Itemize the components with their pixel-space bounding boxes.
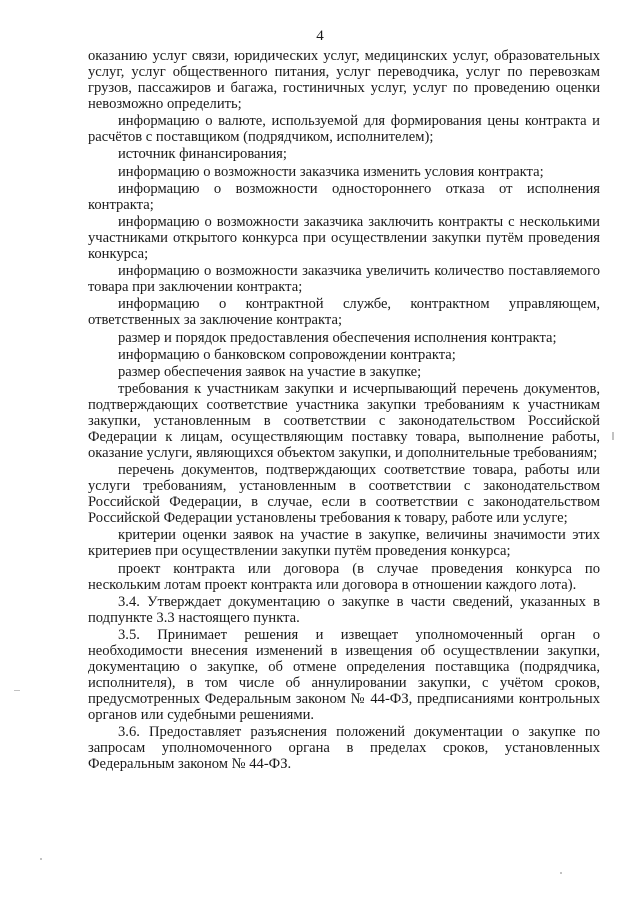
paragraph-increase-quantity: информацию о возможности заказчика увеличить количество поставляемого товара при заключении контракта; — [88, 263, 600, 296]
scan-mark — [14, 690, 20, 691]
paragraph-3-4: 3.4. Утверждает документацию о закупке в части сведений, указанных в подпункте 3.3 настоящего пункта. — [88, 593, 600, 626]
paragraph-participant-requirements: требования к участникам закупки и исчерпывающий перечень документов, подтверждающих соответствие участника закупки требованиям к участникам закупки, установленным в соответствии с законодательством Российской Федерации к лицам, осуществляющим поставку товара, выполнение работы, оказание услуги, являющихся объектом закупки, и дополнительные требованиям; — [88, 381, 600, 462]
paragraph-change-terms: информацию о возможности заказчика изменить условия контракта; — [118, 163, 544, 180]
paragraph-bank-support: информацию о банковском сопровождении контракта; — [118, 346, 456, 363]
page-number: 4 — [316, 28, 324, 44]
paragraph-currency: информацию о валюте, используемой для формирования цены контракта и расчётов с поставщиком (подрядчиком, исполнителем); — [88, 113, 600, 146]
paragraph-financing: источник финансирования; — [118, 146, 287, 163]
paragraph-3-6: 3.6. Предоставляет разъяснения положений документации о закупке по запросам уполномоченного органа в пределах сроков, установленных Федеральным законом № 44-ФЗ. — [88, 724, 600, 773]
paragraph-unilateral-refusal: информацию о возможности одностороннего отказа от исполнения контракта; — [88, 180, 600, 213]
document-body — [88, 48, 600, 773]
paragraph-contract-service: информацию о контрактной службе, контрактном управляющем, ответственных за заключение контракта; — [88, 296, 600, 329]
paragraph-3-5: 3.5. Принимает решения и извещает уполномоченный орган о необходимости внесения изменений в извещения об осуществлении закупки, документацию о закупке, об отмене определения поставщика (подрядчика, исполнителя), в том числе об аннулировании закупки, с учётом сроков, предусмотренных Федеральным законом № 44-ФЗ, предписаниями контрольных органов или судебными решениями. — [88, 627, 600, 723]
scan-mark — [40, 858, 42, 860]
scan-mark — [612, 432, 614, 440]
paragraph-services: оказанию услуг связи, юридических услуг, медицинских услуг, образовательных услуг, услуг общественного питания, услуг переводчика, услуг по перевозкам грузов, пассажиров и багажа, гостиничных услуг, услуг по проведению оценки невозможно определить; — [88, 48, 600, 112]
paragraph-contract-security: размер и порядок предоставления обеспечения исполнения контракта; — [118, 329, 557, 346]
paragraph-document-list: перечень документов, подтверждающих соответствие товара, работы или услуги требованиям, установленным в соответствии с законодательством Российской Федерации, в случае, если в соответствии с законодательством Российской Федерации установлены требования к товару, работе или услуге; — [88, 462, 600, 527]
paragraph-evaluation-criteria: критерии оценки заявок на участие в закупке, величины значимости этих критериев при осуществлении закупки путём проведения конкурса; — [88, 527, 600, 560]
paragraph-bid-security: размер обеспечения заявок на участие в закупке; — [118, 363, 422, 380]
paragraph-multiple-contracts: информацию о возможности заказчика заключить контракты с несколькими участниками открытого конкурса при осуществлении закупки путём проведения конкурса; — [88, 213, 600, 262]
paragraph-draft-contract: проект контракта или договора (в случае проведения конкурса по нескольким лотам проект контракта или договора в отношении каждого лота). — [88, 560, 600, 593]
scan-mark — [560, 872, 562, 874]
